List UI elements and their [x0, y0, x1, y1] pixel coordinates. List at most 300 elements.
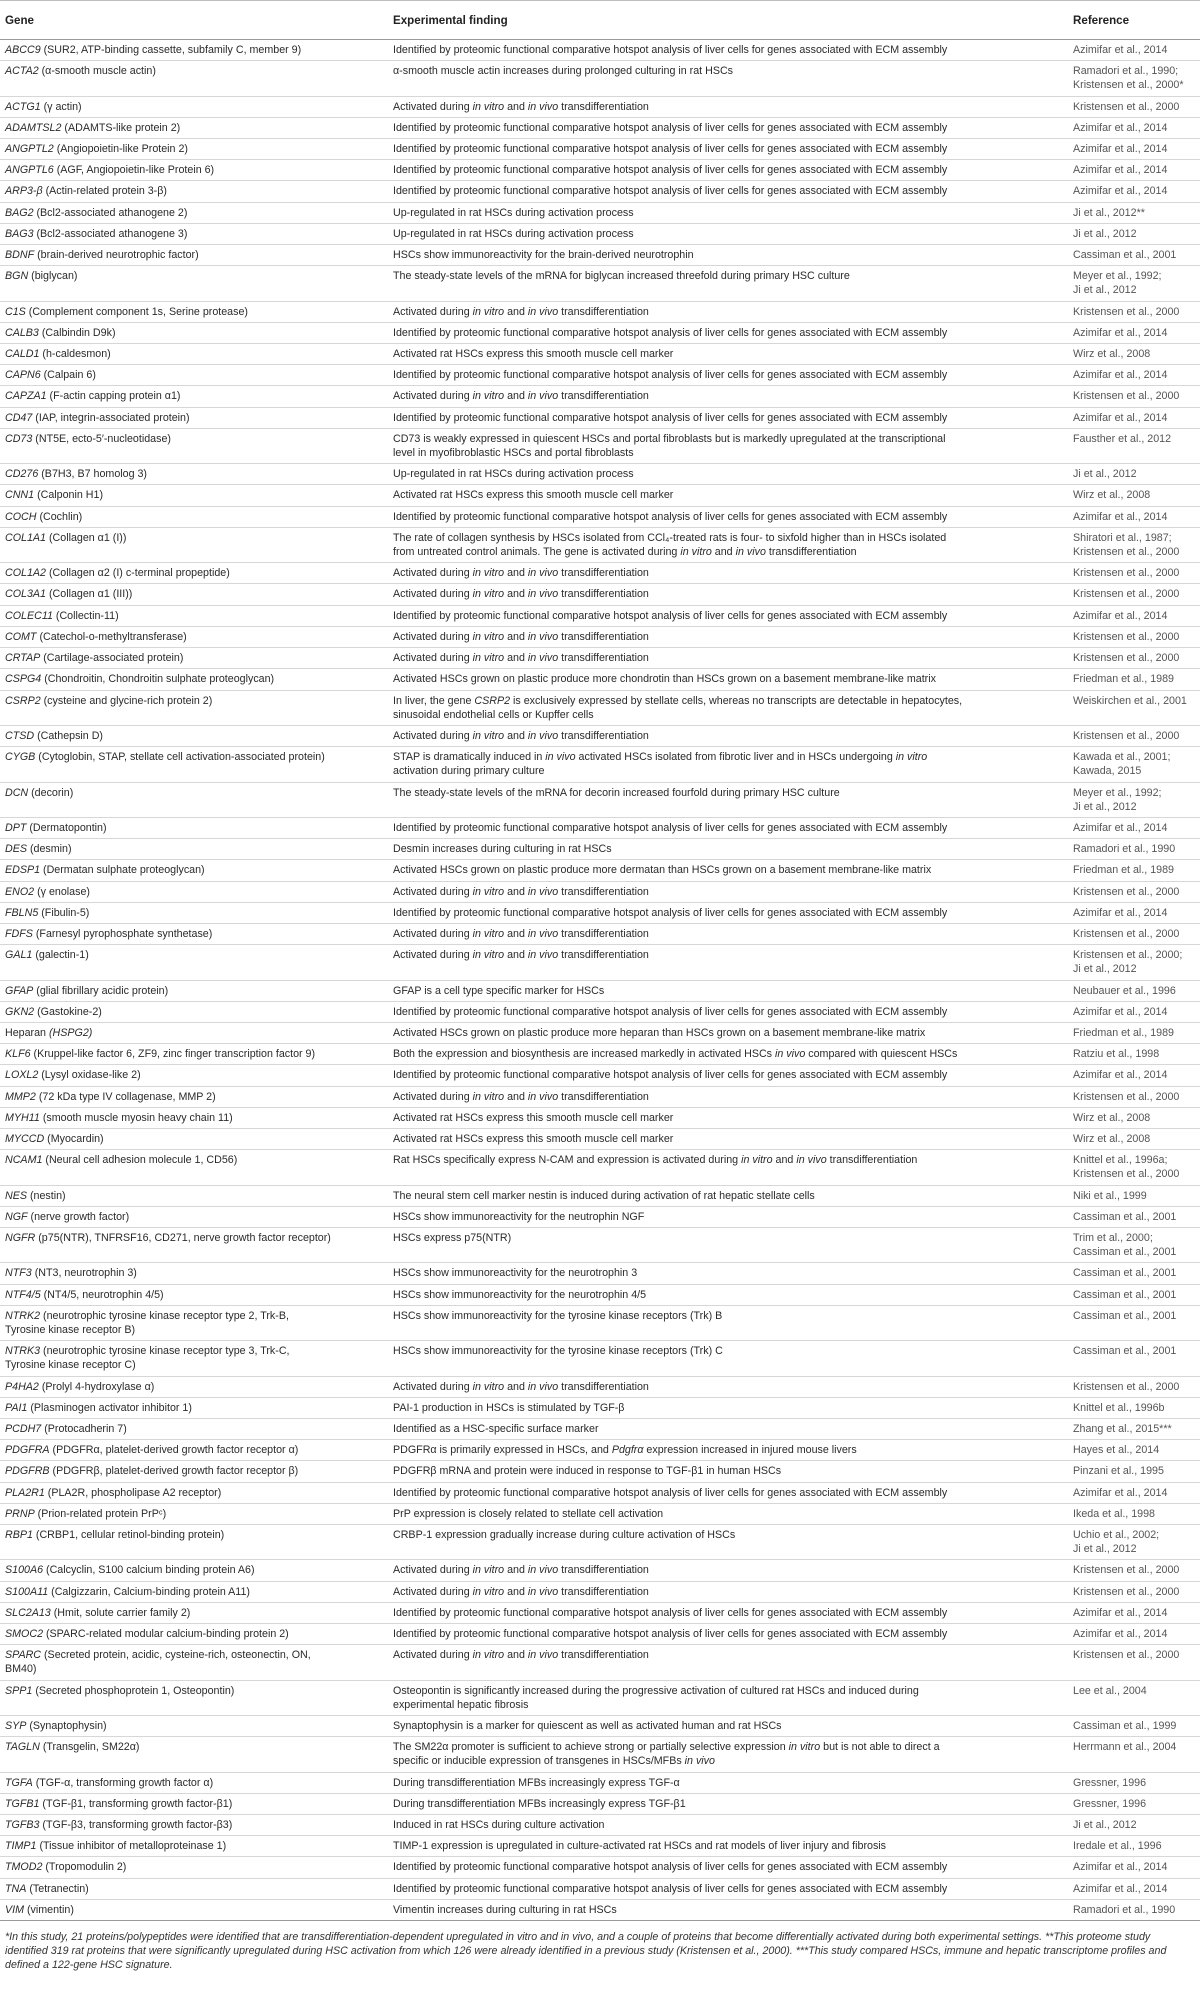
table-row — [0, 690, 1200, 725]
table-row — [0, 1376, 1200, 1397]
finding-text: Identified by proteomic functional comparative hotspot analysis of liver cells for genes associated with ECM assembly — [393, 411, 948, 424]
finding-cell — [388, 1185, 1068, 1206]
finding-cell — [388, 1341, 1068, 1376]
reference-text: Ji et al., 2012 — [1073, 468, 1137, 481]
gene-symbol: SMOC2 — [5, 1628, 44, 1641]
gene-symbol: COCH — [5, 510, 37, 523]
table-row — [0, 139, 1200, 160]
finding-text: level in myofibroblastic HSCs and portal fibroblasts — [393, 447, 634, 460]
gene-symbol: ANGPTL6 — [5, 164, 54, 177]
reference-cell — [1068, 1560, 1200, 1581]
reference-cell — [1068, 245, 1200, 266]
finding-text: CD73 is weakly expressed in quiescent HSCs and portal fibroblasts but is markedly upregulated at the transcriptional — [393, 432, 946, 445]
table-row — [0, 1581, 1200, 1602]
finding-text: in vitro — [472, 927, 505, 940]
finding-text: Identified by proteomic functional comparative hotspot analysis of liver cells for genes associated with ECM assembly — [393, 1606, 948, 1619]
gene-description: (Kruppel-like factor 6, ZF9, zinc finger transcription factor 9) — [30, 1048, 316, 1061]
reference-cell — [1068, 40, 1200, 61]
table-row — [0, 464, 1200, 485]
reference-cell — [1068, 1001, 1200, 1022]
reference-text: Uchio et al., 2002; — [1073, 1529, 1160, 1542]
finding-text: transdifferentiation — [558, 1649, 649, 1662]
gene-cell — [0, 980, 388, 1001]
gene-cell — [0, 1602, 388, 1623]
finding-cell — [388, 605, 1068, 626]
table-row — [0, 902, 1200, 923]
table-row — [0, 584, 1200, 605]
finding-text: transdifferentiation — [558, 885, 649, 898]
finding-cell — [388, 782, 1068, 817]
reference-cell — [1068, 527, 1200, 562]
gene-symbol: NTRK2 — [5, 1309, 41, 1322]
finding-cell — [388, 1022, 1068, 1043]
finding-text: in vitro — [472, 567, 505, 580]
gene-description: (F-actin capping protein α1) — [46, 390, 181, 403]
reference-text: Niki et al., 1999 — [1073, 1189, 1147, 1202]
table-body — [0, 40, 1200, 1921]
gene-description: (Hmit, solute carrier family 2) — [50, 1606, 191, 1619]
finding-text: PDGFRβ mRNA and protein were induced in response to TGF-β1 in human HSCs — [393, 1465, 782, 1478]
reference-text: Azimifar et al., 2014 — [1073, 164, 1168, 177]
finding-cell — [388, 902, 1068, 923]
finding-text: in vivo — [527, 1564, 559, 1577]
finding-text: transdifferentiation — [558, 1585, 649, 1598]
reference-cell — [1068, 1044, 1200, 1065]
gene-cell — [0, 386, 388, 407]
finding-cell — [388, 626, 1068, 647]
finding-text: Activated HSCs grown on plastic produce more chondrotin than HSCs grown on a basement membrane-like matrix — [393, 673, 936, 686]
finding-text: Identified by proteomic functional comparative hotspot analysis of liver cells for genes associated with ECM assembly — [393, 1861, 948, 1874]
gene-symbol: TNA — [5, 1882, 27, 1895]
gene-description: (TGF-β3, transforming growth factor-β3) — [39, 1819, 233, 1832]
gene-symbol: NTRK3 — [5, 1345, 41, 1358]
gene-description: (Farnesyl pyrophosphate synthetase) — [32, 927, 213, 940]
gene-symbol: CAPZA1 — [5, 390, 47, 403]
table-row — [0, 1815, 1200, 1836]
reference-cell — [1068, 1836, 1200, 1857]
finding-text: transdifferentiation — [558, 390, 649, 403]
reference-text: Friedman et al., 1989 — [1073, 673, 1174, 686]
gene-description: (Calpain 6) — [40, 369, 96, 382]
gene-cell — [0, 1086, 388, 1107]
gene-symbol: ACTG1 — [5, 100, 41, 113]
gene-symbol: MMP2 — [5, 1090, 36, 1103]
gene-symbol: CD276 — [5, 468, 39, 481]
reference-cell — [1068, 1227, 1200, 1262]
finding-text: in vivo — [545, 751, 576, 764]
finding-cell — [388, 1680, 1068, 1715]
gene-symbol: TMOD2 — [5, 1861, 43, 1874]
table-row — [0, 117, 1200, 138]
reference-text: Wirz et al., 2008 — [1073, 1111, 1151, 1124]
reference-cell — [1068, 1305, 1200, 1340]
reference-cell — [1068, 1680, 1200, 1715]
table-row — [0, 1107, 1200, 1128]
gene-symbol: CAPN6 — [5, 369, 41, 382]
finding-text: The steady-state levels of the mRNA for decorin increased fourfold during primary HSC culture — [393, 786, 840, 799]
gene-symbol: DCN — [5, 786, 29, 799]
table-row — [0, 1150, 1200, 1185]
finding-text: During transdifferentiation MFBs increasingly express TGF-α — [393, 1776, 680, 1789]
gene-symbol: NES — [5, 1189, 27, 1202]
gene-symbol: GAL1 — [5, 949, 33, 962]
gene-description: (Cytoglobin, STAP, stellate cell activation-associated protein) — [35, 751, 325, 764]
finding-cell — [388, 1263, 1068, 1284]
gene-cell — [0, 139, 388, 160]
gene-description: (Collagen α1 (III)) — [46, 588, 133, 601]
finding-text: in vitro — [895, 751, 928, 764]
reference-text: Azimifar et al., 2014 — [1073, 1628, 1168, 1641]
reference-text: Ramadori et al., 1990 — [1073, 843, 1176, 856]
table-row — [0, 648, 1200, 669]
gene-cell — [0, 322, 388, 343]
gene-symbol: PAI1 — [5, 1401, 28, 1414]
finding-text: Up-regulated in rat HSCs during activation process — [393, 206, 634, 219]
gene-symbol: SYP — [5, 1720, 27, 1733]
reference-text: Ji et al., 2012 — [1073, 963, 1137, 976]
gene-description: (Tropomodulin 2) — [42, 1861, 127, 1874]
finding-text: in vitro — [472, 588, 505, 601]
gene-description: (SPARC-related modular calcium-binding protein 2) — [43, 1628, 289, 1641]
gene-cell — [0, 1376, 388, 1397]
reference-text: Kawada et al., 2001; — [1073, 751, 1171, 764]
gene-description: (Fibulin-5) — [38, 906, 90, 919]
finding-text: Identified by proteomic functional comparative hotspot analysis of liver cells for genes associated with ECM assembly — [393, 326, 948, 339]
finding-text: transdifferentiation — [558, 630, 649, 643]
finding-text: Activated rat HSCs express this smooth muscle cell marker — [393, 1111, 674, 1124]
table-row — [0, 223, 1200, 244]
reference-text: Meyer et al., 1992; — [1073, 786, 1162, 799]
reference-text: Kristensen et al., 2000 — [1073, 1380, 1180, 1393]
finding-text: Induced in rat HSCs during culture activation — [393, 1819, 605, 1832]
finding-cell — [388, 1793, 1068, 1814]
gene-symbol: C1S — [5, 305, 26, 318]
reference-cell — [1068, 407, 1200, 428]
finding-cell — [388, 223, 1068, 244]
gene-symbol: COL3A1 — [5, 588, 46, 601]
reference-text: Lee et al., 2004 — [1073, 1684, 1147, 1697]
gene-cell — [0, 365, 388, 386]
table-row — [0, 202, 1200, 223]
finding-text: Identified by proteomic functional comparative hotspot analysis of liver cells for genes associated with ECM assembly — [393, 1069, 948, 1082]
gene-cell — [0, 626, 388, 647]
reference-text: Cassiman et al., 2001 — [1073, 249, 1177, 262]
gene-cell — [0, 181, 388, 202]
reference-cell — [1068, 1128, 1200, 1149]
finding-text: and — [504, 1585, 528, 1598]
reference-cell — [1068, 1107, 1200, 1128]
reference-text: Kristensen et al., 2000 — [1073, 729, 1180, 742]
finding-cell — [388, 1503, 1068, 1524]
gene-description: (Gastokine-2) — [34, 1005, 102, 1018]
reference-cell — [1068, 945, 1200, 980]
finding-cell — [388, 1419, 1068, 1440]
gene-symbol: CALB3 — [5, 326, 39, 339]
table-row — [0, 1065, 1200, 1086]
finding-cell — [388, 1581, 1068, 1602]
gene-description: (Complement component 1s, Serine protease) — [25, 305, 248, 318]
gene-description: (Actin-related protein 3-β) — [42, 185, 167, 198]
gene-symbol: EDSP1 — [5, 864, 41, 877]
finding-text: GFAP is a cell type specific marker for HSCs — [393, 984, 605, 997]
finding-text: transdifferentiation — [558, 100, 649, 113]
table-row — [0, 1206, 1200, 1227]
finding-cell — [388, 1107, 1068, 1128]
gene-description: (PLA2R, phospholipase A2 receptor) — [44, 1486, 222, 1499]
table-row — [0, 301, 1200, 322]
reference-cell — [1068, 605, 1200, 626]
gene-cell — [0, 690, 388, 725]
gene-description: (biglycan) — [28, 270, 78, 283]
gene-description: (PDGFRα, platelet-derived growth factor receptor α) — [49, 1444, 299, 1457]
reference-cell — [1068, 322, 1200, 343]
gene-cell — [0, 1440, 388, 1461]
gene-symbol: ABCC9 — [5, 44, 41, 56]
finding-text: transdifferentiation — [558, 652, 649, 665]
finding-text: expression increased in injured mouse livers — [643, 1444, 857, 1457]
gene-description: (TGF-β1, transforming growth factor-β1) — [39, 1797, 233, 1810]
finding-text: transdifferentiation — [558, 1564, 649, 1577]
finding-text: Activated during — [393, 305, 473, 318]
gene-description: (Tetranectin) — [26, 1882, 89, 1895]
reference-text: Wirz et al., 2008 — [1073, 348, 1151, 361]
finding-text: activated HSCs isolated from fibrotic liver and in HSCs undergoing — [575, 751, 896, 764]
reference-text: Pinzani et al., 1995 — [1073, 1465, 1164, 1478]
table-row — [0, 1560, 1200, 1581]
finding-text: in vivo — [527, 630, 559, 643]
gene-description: (Angiopoietin-like Protein 2) — [53, 143, 188, 156]
reference-text: Iredale et al., 1996 — [1073, 1840, 1162, 1853]
reference-text: Azimifar et al., 2014 — [1073, 1005, 1168, 1018]
finding-text: Activated during — [393, 588, 473, 601]
gene-cell — [0, 584, 388, 605]
gene-description: (Plasminogen activator inhibitor 1) — [27, 1401, 192, 1414]
reference-text: Azimifar et al., 2014 — [1073, 1882, 1168, 1895]
finding-text: Identified by proteomic functional comparative hotspot analysis of liver cells for genes associated with ECM assembly — [393, 1628, 948, 1641]
finding-text: HSCs show immunoreactivity for the tyrosine kinase receptors (Trk) C — [393, 1345, 723, 1358]
finding-cell — [388, 1602, 1068, 1623]
gene-description: (Secreted phosphoprotein 1, Osteopontin) — [32, 1684, 235, 1697]
table-row — [0, 407, 1200, 428]
gene-symbol: CSPG4 — [5, 673, 42, 686]
gene-description: BM40) — [5, 1663, 37, 1676]
reference-text: Azimifar et al., 2014 — [1073, 326, 1168, 339]
finding-cell — [388, 1305, 1068, 1340]
gene-description: (ADAMTS-like protein 2) — [61, 121, 181, 134]
finding-cell — [388, 584, 1068, 605]
gene-symbol: CD73 — [5, 432, 33, 445]
reference-text: Ikeda et al., 1998 — [1073, 1507, 1155, 1520]
gene-description: (Collagen α1 (I)) — [46, 531, 127, 544]
table-row — [0, 945, 1200, 980]
gene-description: (Bcl2-associated athanogene 3) — [33, 227, 188, 240]
gene-symbol: SPP1 — [5, 1684, 33, 1697]
gene-cell — [0, 1001, 388, 1022]
table-row — [0, 40, 1200, 61]
gene-description: (Collectin-11) — [52, 609, 119, 622]
finding-text: and — [504, 885, 528, 898]
finding-text: HSCs show immunoreactivity for the neurotrophin 4/5 — [393, 1288, 647, 1301]
finding-text: and — [504, 305, 528, 318]
gene-symbol: NGFR — [5, 1231, 36, 1244]
reference-cell — [1068, 365, 1200, 386]
finding-text: and — [504, 1090, 528, 1103]
table-row — [0, 1440, 1200, 1461]
finding-text: Identified by proteomic functional comparative hotspot analysis of liver cells for genes associated with ECM assembly — [393, 821, 948, 834]
finding-text: Activated during — [393, 1090, 473, 1103]
gene-cell — [0, 945, 388, 980]
reference-text: Azimifar et al., 2014 — [1073, 1069, 1168, 1082]
reference-cell — [1068, 428, 1200, 463]
finding-text: transdifferentiation — [558, 588, 649, 601]
gene-symbol: COMT — [5, 630, 37, 643]
header-reference: Reference — [1068, 1, 1200, 40]
table-row — [0, 1857, 1200, 1878]
reference-text: Kristensen et al., 2000 — [1073, 1168, 1180, 1181]
finding-cell — [388, 1560, 1068, 1581]
finding-text: and — [504, 588, 528, 601]
table-row — [0, 1716, 1200, 1737]
reference-cell — [1068, 386, 1200, 407]
gene-cell — [0, 1772, 388, 1793]
gene-description: (TGF-α, transforming growth factor α) — [32, 1776, 214, 1789]
reference-cell — [1068, 782, 1200, 817]
reference-cell — [1068, 923, 1200, 944]
reference-text: Azimifar et al., 2014 — [1073, 143, 1168, 156]
gene-cell — [0, 839, 388, 860]
gene-symbol: NGF — [5, 1210, 28, 1223]
gene-cell — [0, 1461, 388, 1482]
reference-text: Azimifar et al., 2014 — [1073, 44, 1168, 56]
gene-symbol: PDGFRA — [5, 1444, 50, 1457]
gene-description: (Dermatopontin) — [26, 821, 107, 834]
reference-text: Azimifar et al., 2014 — [1073, 821, 1168, 834]
finding-text: HSCs show immunoreactivity for the neutrophin NGF — [393, 1210, 645, 1223]
reference-text: Kristensen et al., 2000; — [1073, 949, 1183, 962]
table-row — [0, 725, 1200, 746]
reference-cell — [1068, 669, 1200, 690]
finding-text: and — [504, 949, 528, 962]
finding-text: in vitro — [472, 1380, 505, 1393]
gene-description: (neurotrophic tyrosine kinase receptor type 3, Trk-C, — [40, 1345, 290, 1358]
finding-text: in vitro — [472, 949, 505, 962]
finding-cell — [388, 817, 1068, 838]
finding-text: in vitro — [680, 546, 712, 559]
gene-symbol: DES — [5, 843, 27, 856]
gene-symbol: CALD1 — [5, 348, 40, 361]
finding-text: Osteopontin is significantly increased during the progressive activation of cultured rat HSCs and induced during — [393, 1684, 919, 1697]
finding-cell — [388, 464, 1068, 485]
gene-symbol: CSRP2 — [5, 694, 41, 707]
gene-cell — [0, 301, 388, 322]
gene-cell — [0, 1815, 388, 1836]
gene-description: (Cartilage-associated protein) — [40, 652, 184, 665]
gene-description: (Calcyclin, S100 calcium binding protein A6) — [43, 1564, 255, 1577]
table-footnote: *In this study, 21 proteins/polypeptides were identified that are transdifferentiation-dependent upregulated in vitro and in vivo, and a couple of proteins that become differentially activated during both experimental settings. **This proteome study identified 319 rat proteins that were significantly upregulated during HSC activation from which 126 were already identified in a previous study (Kristensen et al., 2000). ***This study compared HSCs, immune and hepatic transcriptome profiles and defined a 122-gene HSC signature. — [5, 1931, 1167, 1972]
gene-description: (nerve growth factor) — [27, 1210, 130, 1223]
gene-symbol: PLA2R1 — [5, 1486, 45, 1499]
gene-description: (desmin) — [26, 843, 72, 856]
gene-cell — [0, 96, 388, 117]
finding-cell — [388, 1376, 1068, 1397]
table-row — [0, 1836, 1200, 1857]
gene-cell — [0, 1482, 388, 1503]
gene-symbol: GFAP — [5, 984, 34, 997]
gene-symbol: CRTAP — [5, 652, 41, 665]
finding-cell — [388, 1645, 1068, 1680]
gene-description: (Chondroitin, Chondroitin sulphate proteoglycan) — [41, 673, 275, 686]
reference-cell — [1068, 344, 1200, 365]
gene-cell — [0, 1044, 388, 1065]
finding-text: in vitro — [472, 100, 505, 113]
finding-text: in vivo — [527, 885, 559, 898]
gene-description: (HSPG2) — [46, 1026, 93, 1039]
table-row — [0, 669, 1200, 690]
gene-cell — [0, 860, 388, 881]
gene-cell — [0, 428, 388, 463]
finding-text: transdifferentiation — [558, 927, 649, 940]
gene-symbol: LOXL2 — [5, 1069, 39, 1082]
finding-text: in vivo — [527, 1380, 559, 1393]
finding-text: Identified by proteomic functional comparative hotspot analysis of liver cells for genes associated with ECM assembly — [393, 143, 948, 156]
table-row — [0, 160, 1200, 181]
finding-cell — [388, 365, 1068, 386]
table-row — [0, 485, 1200, 506]
reference-text: Zhang et al., 2015*** — [1073, 1423, 1172, 1436]
finding-cell — [388, 669, 1068, 690]
gene-cell — [0, 747, 388, 782]
reference-text: Cassiman et al., 2001 — [1073, 1246, 1177, 1259]
reference-cell — [1068, 626, 1200, 647]
reference-cell — [1068, 1461, 1200, 1482]
finding-cell — [388, 1065, 1068, 1086]
gene-description: (galectin-1) — [32, 949, 89, 962]
finding-text: in vivo — [527, 949, 559, 962]
gene-symbol: BAG2 — [5, 206, 34, 219]
gene-description: (Synaptophysin) — [26, 1720, 107, 1733]
finding-text: in vivo — [527, 100, 559, 113]
reference-cell — [1068, 1397, 1200, 1418]
finding-text: compared with quiescent HSCs — [805, 1048, 958, 1061]
finding-text: transdifferentiation — [558, 567, 649, 580]
gene-description: (p75(NTR), TNFRSF16, CD271, nerve growth factor receptor) — [35, 1231, 331, 1244]
gene-description: (Prolyl 4-hydroxylase α) — [38, 1380, 155, 1393]
gene-cell — [0, 1716, 388, 1737]
gene-description: (Dermatan sulphate proteoglycan) — [40, 864, 205, 877]
gene-description: (Myocardin) — [44, 1132, 104, 1145]
finding-cell — [388, 407, 1068, 428]
finding-text: experimental hepatic fibrosis — [393, 1698, 529, 1711]
finding-text: Activated during — [393, 1564, 473, 1577]
finding-text: activation during primary culture — [393, 765, 545, 778]
gene-description: (Catechol-o-methyltransferase) — [36, 630, 187, 643]
finding-text: Activated during — [393, 100, 473, 113]
finding-text: and — [504, 100, 528, 113]
table-row — [0, 839, 1200, 860]
reference-text: Herrmann et al., 2004 — [1073, 1741, 1177, 1754]
gene-cell — [0, 344, 388, 365]
gene-symbol: GKN2 — [5, 1005, 35, 1018]
reference-text: Kristensen et al., 2000 — [1073, 927, 1180, 940]
finding-cell — [388, 747, 1068, 782]
finding-cell — [388, 428, 1068, 463]
gene-cell — [0, 245, 388, 266]
finding-cell — [388, 648, 1068, 669]
reference-text: Azimifar et al., 2014 — [1073, 411, 1168, 424]
gene-cell — [0, 1065, 388, 1086]
gene-cell — [0, 485, 388, 506]
gene-description: (B7H3, B7 homolog 3) — [38, 468, 147, 481]
